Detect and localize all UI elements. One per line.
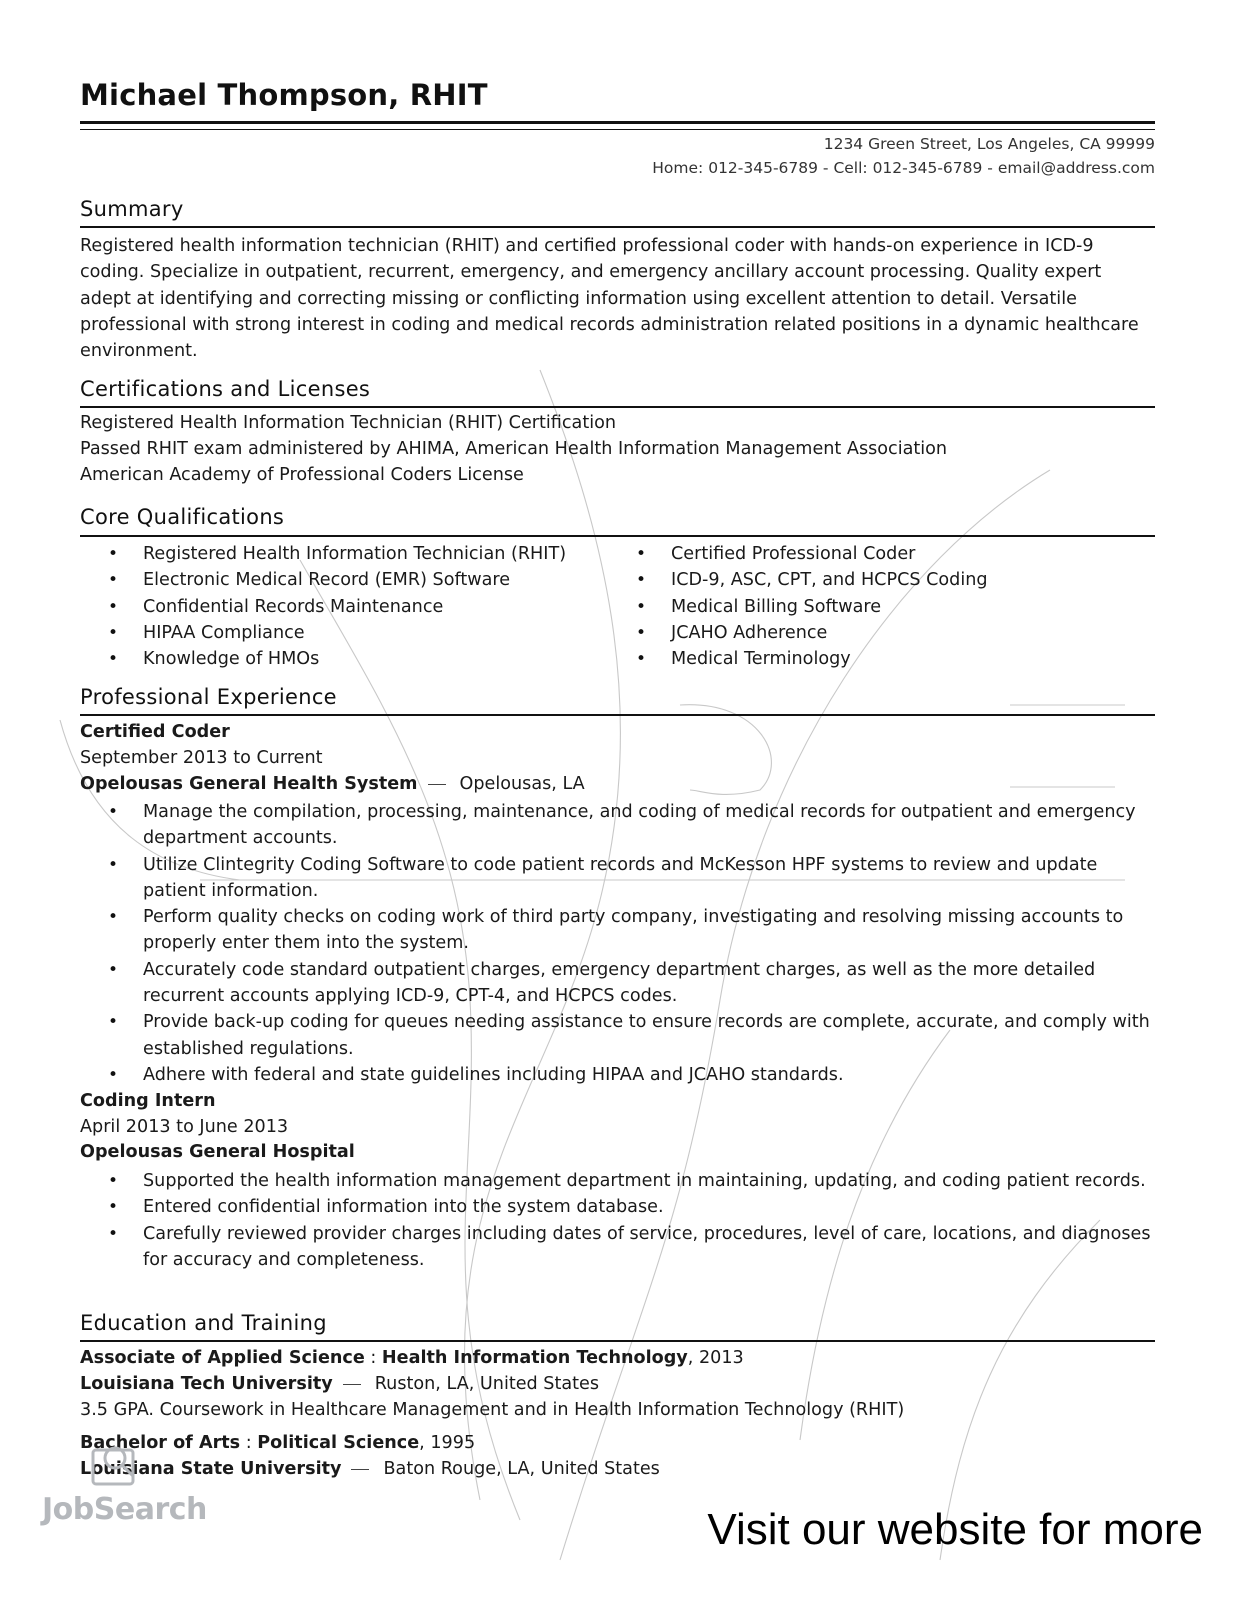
qualification-item: • Electronic Medical Record (EMR) Software <box>80 567 566 593</box>
certifications-title: Certifications and Licenses <box>80 377 371 401</box>
qualifications-right-list <box>608 541 988 672</box>
job-employer-line <box>80 774 585 794</box>
header-rule-thin <box>80 129 1155 130</box>
education-school-line <box>80 1374 599 1394</box>
jobsearch-logo-icon <box>89 1436 145 1488</box>
education-degree: Bachelor of Arts <box>80 1433 241 1453</box>
qualification-item: • JCAHO Adherence <box>608 620 988 646</box>
education-field: Health Information Technology <box>381 1348 688 1368</box>
education-title: Education and Training <box>80 1311 327 1335</box>
job-bullet: • Utilize Clintegrity Coding Software to code patient records and McKesson HPF systems to review and update patient information. <box>80 852 1155 905</box>
education-note: 3.5 GPA. Coursework in Healthcare Management and in Health Information Technology (RHIT) <box>80 1400 905 1420</box>
job-dates: September 2013 to Current <box>80 748 323 768</box>
separator-dash <box>428 784 446 785</box>
experience-title: Professional Experience <box>80 685 337 709</box>
job-bullet: • Manage the compilation, processing, maintenance, and coding of medical records for outpatient and emergency department accounts. <box>80 799 1155 852</box>
job-bullet: • Entered confidential information into the system database. <box>80 1194 1155 1220</box>
jobsearch-logo-text[interactable]: JobSearch <box>42 1492 207 1527</box>
qualification-item: • Registered Health Information Technician (RHIT) <box>80 541 566 567</box>
education-degree-line: Bachelor of Arts : Political Science, 1995 <box>80 1433 476 1453</box>
separator-dash <box>351 1469 369 1470</box>
education-school: Louisiana Tech University <box>80 1374 333 1394</box>
education-location: Baton Rouge, LA, United States <box>383 1459 660 1479</box>
education-year: , 1995 <box>419 1433 476 1453</box>
qualification-item: • Knowledge of HMOs <box>80 646 566 672</box>
job-bullet: • Provide back-up coding for queues needing assistance to ensure records are complete, accurate, and comply with established regulations. <box>80 1009 1155 1062</box>
job-bullets <box>80 799 1155 1088</box>
experience-rule <box>80 714 1155 716</box>
education-degree-line: Associate of Applied Science : Health Information Technology, 2013 <box>80 1348 744 1368</box>
qualification-item: • HIPAA Compliance <box>80 620 566 646</box>
header-rule-thick <box>80 121 1155 124</box>
qualification-item: • Medical Terminology <box>608 646 988 672</box>
education-field: Political Science <box>257 1433 420 1453</box>
job-bullets <box>80 1168 1155 1273</box>
job-employer: Opelousas General Health System <box>80 774 418 794</box>
visit-website-banner[interactable]: Visit our website for more <box>707 1505 1203 1554</box>
job-dates: April 2013 to June 2013 <box>80 1117 289 1137</box>
job-employer: Opelousas General Hospital <box>80 1142 355 1162</box>
certification-item: American Academy of Professional Coders License <box>80 465 524 485</box>
certification-item: Registered Health Information Technician (RHIT) Certification <box>80 413 617 433</box>
candidate-name: Michael Thompson, RHIT <box>80 78 488 112</box>
education-school-line <box>80 1459 660 1479</box>
education-school: Louisiana State University <box>80 1459 342 1479</box>
contact-address: 1234 Green Street, Los Angeles, CA 99999 <box>823 135 1155 153</box>
education-location: Ruston, LA, United States <box>374 1374 600 1394</box>
education-rule <box>80 1340 1155 1342</box>
contact-phones-email: Home: 012-345-6789 - Cell: 012-345-6789 - email@address.com <box>652 159 1155 177</box>
education-degree: Associate of Applied Science <box>80 1348 365 1368</box>
job-location: Opelousas, LA <box>459 774 585 794</box>
qualification-item: • ICD-9, ASC, CPT, and HCPCS Coding <box>608 567 988 593</box>
job-title: Certified Coder <box>80 722 230 742</box>
job-bullet: • Perform quality checks on coding work of third party company, investigating and resolving missing accounts to properly enter them into the system. <box>80 904 1155 957</box>
summary-text: Registered health information technician (RHIT) and certified professional coder with hands-on experience in ICD-9 coding. Specialize in outpatient, recurrent, emergency, and emergency ancillary account processing. Quality expert adept at identifying and correcting missing or conflicting information using excellent attention to detail. Versatile professional with strong interest in coding and medical records administration related positions in a dynamic healthcare environment. <box>80 236 1139 362</box>
summary-rule <box>80 226 1155 228</box>
qualifications-left-list <box>80 541 566 672</box>
qualification-item: • Certified Professional Coder <box>608 541 988 567</box>
job-bullet: • Supported the health information management department in maintaining, updating, and coding patient records. <box>80 1168 1155 1194</box>
job-bullet: • Adhere with federal and state guidelines including HIPAA and JCAHO standards. <box>80 1062 1155 1088</box>
certification-item: Passed RHIT exam administered by AHIMA, American Health Information Management Association <box>80 439 948 459</box>
education-year: , 2013 <box>687 1348 744 1368</box>
qualification-item: • Confidential Records Maintenance <box>80 594 566 620</box>
job-bullet: • Accurately code standard outpatient charges, emergency department charges, as well as the more detailed recurrent accounts applying ICD-9, CPT-4, and HCPCS codes. <box>80 957 1155 1010</box>
qualifications-rule <box>80 535 1155 537</box>
qualifications-title: Core Qualifications <box>80 505 285 529</box>
job-bullet: • Carefully reviewed provider charges including dates of service, procedures, level of care, locations, and diagnoses for accuracy and completeness. <box>80 1221 1155 1274</box>
job-title: Coding Intern <box>80 1091 216 1111</box>
separator-dash <box>343 1384 361 1385</box>
certifications-rule <box>80 406 1155 408</box>
summary-title: Summary <box>80 197 184 221</box>
qualification-item: • Medical Billing Software <box>608 594 988 620</box>
